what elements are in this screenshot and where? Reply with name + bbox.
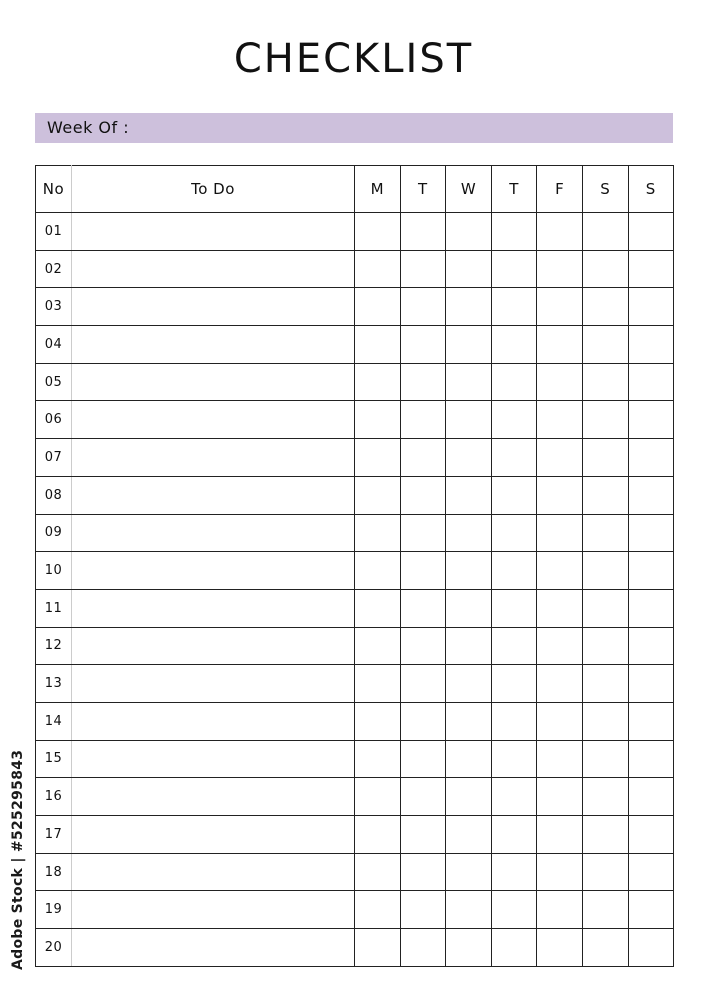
- check-cell-thu[interactable]: [491, 363, 537, 401]
- check-cell-thu[interactable]: [491, 702, 537, 740]
- check-cell-tue[interactable]: [400, 514, 446, 552]
- check-cell-sun[interactable]: [628, 665, 673, 703]
- todo-cell[interactable]: [72, 853, 355, 891]
- check-cell-thu[interactable]: [491, 778, 537, 816]
- check-cell-tue[interactable]: [400, 250, 446, 288]
- check-cell-thu[interactable]: [491, 288, 537, 326]
- check-cell-wed[interactable]: [446, 288, 492, 326]
- check-cell-thu[interactable]: [491, 853, 537, 891]
- todo-cell[interactable]: [72, 363, 355, 401]
- header-no: No: [36, 166, 72, 213]
- check-cell-fri[interactable]: [537, 740, 583, 778]
- check-cell-sat[interactable]: [582, 891, 628, 929]
- header-day-tue: T: [400, 166, 446, 213]
- check-cell-thu[interactable]: [491, 552, 537, 590]
- check-cell-mon[interactable]: [355, 816, 401, 854]
- check-cell-tue[interactable]: [400, 401, 446, 439]
- check-cell-sun[interactable]: [628, 514, 673, 552]
- check-cell-sat[interactable]: [582, 589, 628, 627]
- todo-cell[interactable]: [72, 401, 355, 439]
- table-row: [36, 401, 674, 439]
- check-cell-sat[interactable]: [582, 288, 628, 326]
- check-cell-mon[interactable]: [355, 250, 401, 288]
- check-cell-mon[interactable]: [355, 439, 401, 477]
- check-cell-sun[interactable]: [628, 929, 673, 967]
- row-number: 19: [36, 891, 72, 929]
- check-cell-sat[interactable]: [582, 853, 628, 891]
- row-number: 08: [36, 476, 72, 514]
- row-number: 02: [36, 250, 72, 288]
- check-cell-wed[interactable]: [446, 702, 492, 740]
- check-cell-thu[interactable]: [491, 929, 537, 967]
- row-number: 17: [36, 816, 72, 854]
- table-row: [36, 589, 674, 627]
- check-cell-mon[interactable]: [355, 552, 401, 590]
- check-cell-mon[interactable]: [355, 363, 401, 401]
- check-cell-wed[interactable]: [446, 740, 492, 778]
- header-day-thu: T: [491, 166, 537, 213]
- table-row: [36, 552, 674, 590]
- check-cell-sun[interactable]: [628, 401, 673, 439]
- check-cell-thu[interactable]: [491, 213, 537, 251]
- table-row: [36, 363, 674, 401]
- check-cell-tue[interactable]: [400, 891, 446, 929]
- table-row: [36, 853, 674, 891]
- check-cell-sun[interactable]: [628, 250, 673, 288]
- check-cell-tue[interactable]: [400, 288, 446, 326]
- check-cell-mon[interactable]: [355, 702, 401, 740]
- check-cell-tue[interactable]: [400, 665, 446, 703]
- check-cell-tue[interactable]: [400, 326, 446, 364]
- check-cell-fri[interactable]: [537, 326, 583, 364]
- check-cell-mon[interactable]: [355, 213, 401, 251]
- check-cell-thu[interactable]: [491, 514, 537, 552]
- check-cell-sat[interactable]: [582, 627, 628, 665]
- table-row: [36, 778, 674, 816]
- check-cell-wed[interactable]: [446, 552, 492, 590]
- row-number: 12: [36, 627, 72, 665]
- check-cell-sun[interactable]: [628, 363, 673, 401]
- check-cell-thu[interactable]: [491, 476, 537, 514]
- row-number: 09: [36, 514, 72, 552]
- check-cell-sat[interactable]: [582, 665, 628, 703]
- table-row: [36, 439, 674, 477]
- check-cell-mon[interactable]: [355, 665, 401, 703]
- check-cell-wed[interactable]: [446, 439, 492, 477]
- row-number: 18: [36, 853, 72, 891]
- checklist-table: [35, 165, 674, 967]
- check-cell-tue[interactable]: [400, 476, 446, 514]
- table-row: [36, 929, 674, 967]
- check-cell-wed[interactable]: [446, 589, 492, 627]
- check-cell-wed[interactable]: [446, 250, 492, 288]
- check-cell-sun[interactable]: [628, 891, 673, 929]
- check-cell-fri[interactable]: [537, 853, 583, 891]
- todo-cell[interactable]: [72, 665, 355, 703]
- check-cell-thu[interactable]: [491, 250, 537, 288]
- table-row: [36, 702, 674, 740]
- check-cell-fri[interactable]: [537, 401, 583, 439]
- check-cell-mon[interactable]: [355, 778, 401, 816]
- todo-cell[interactable]: [72, 589, 355, 627]
- check-cell-fri[interactable]: [537, 589, 583, 627]
- check-cell-sat[interactable]: [582, 476, 628, 514]
- check-cell-mon[interactable]: [355, 740, 401, 778]
- check-cell-fri[interactable]: [537, 891, 583, 929]
- header-day-sat: S: [582, 166, 628, 213]
- todo-cell[interactable]: [72, 702, 355, 740]
- table-row: [36, 288, 674, 326]
- todo-cell[interactable]: [72, 778, 355, 816]
- row-number: 04: [36, 326, 72, 364]
- check-cell-mon[interactable]: [355, 288, 401, 326]
- table-row: [36, 891, 674, 929]
- todo-cell[interactable]: [72, 891, 355, 929]
- row-number: 05: [36, 363, 72, 401]
- check-cell-wed[interactable]: [446, 778, 492, 816]
- check-cell-sat[interactable]: [582, 740, 628, 778]
- check-cell-fri[interactable]: [537, 213, 583, 251]
- todo-cell[interactable]: [72, 552, 355, 590]
- check-cell-mon[interactable]: [355, 929, 401, 967]
- check-cell-fri[interactable]: [537, 778, 583, 816]
- table-row: [36, 514, 674, 552]
- check-cell-thu[interactable]: [491, 816, 537, 854]
- check-cell-wed[interactable]: [446, 665, 492, 703]
- check-cell-tue[interactable]: [400, 740, 446, 778]
- check-cell-sun[interactable]: [628, 213, 673, 251]
- check-cell-tue[interactable]: [400, 363, 446, 401]
- check-cell-thu[interactable]: [491, 439, 537, 477]
- check-cell-wed[interactable]: [446, 363, 492, 401]
- check-cell-sun[interactable]: [628, 589, 673, 627]
- check-cell-sat[interactable]: [582, 250, 628, 288]
- check-cell-sat[interactable]: [582, 778, 628, 816]
- check-cell-sun[interactable]: [628, 627, 673, 665]
- check-cell-fri[interactable]: [537, 929, 583, 967]
- check-cell-tue[interactable]: [400, 816, 446, 854]
- row-number: 15: [36, 740, 72, 778]
- todo-cell[interactable]: [72, 439, 355, 477]
- header-todo: To Do: [72, 166, 355, 213]
- check-cell-sun[interactable]: [628, 740, 673, 778]
- check-cell-fri[interactable]: [537, 627, 583, 665]
- check-cell-wed[interactable]: [446, 891, 492, 929]
- page-title: CHECKLIST: [233, 36, 474, 82]
- row-number: 20: [36, 929, 72, 967]
- check-cell-sun[interactable]: [628, 816, 673, 854]
- check-cell-wed[interactable]: [446, 627, 492, 665]
- check-cell-mon[interactable]: [355, 891, 401, 929]
- check-cell-mon[interactable]: [355, 476, 401, 514]
- todo-cell[interactable]: [72, 250, 355, 288]
- check-cell-tue[interactable]: [400, 853, 446, 891]
- check-cell-sat[interactable]: [582, 514, 628, 552]
- check-cell-sat[interactable]: [582, 552, 628, 590]
- check-cell-sat[interactable]: [582, 363, 628, 401]
- check-cell-fri[interactable]: [537, 476, 583, 514]
- check-cell-sun[interactable]: [628, 439, 673, 477]
- stock-id-watermark: Adobe Stock | #525295843: [10, 749, 26, 970]
- check-cell-fri[interactable]: [537, 816, 583, 854]
- row-number: 10: [36, 552, 72, 590]
- check-cell-thu[interactable]: [491, 665, 537, 703]
- check-cell-fri[interactable]: [537, 702, 583, 740]
- todo-cell[interactable]: [72, 213, 355, 251]
- todo-cell[interactable]: [72, 929, 355, 967]
- row-number: 16: [36, 778, 72, 816]
- check-cell-fri[interactable]: [537, 552, 583, 590]
- table-row: [36, 665, 674, 703]
- todo-cell[interactable]: [72, 326, 355, 364]
- todo-cell[interactable]: [72, 816, 355, 854]
- check-cell-wed[interactable]: [446, 853, 492, 891]
- header-day-mon: M: [355, 166, 401, 213]
- check-cell-mon[interactable]: [355, 853, 401, 891]
- todo-cell[interactable]: [72, 627, 355, 665]
- row-number: 03: [36, 288, 72, 326]
- header-day-sun: S: [628, 166, 673, 213]
- check-cell-thu[interactable]: [491, 627, 537, 665]
- check-cell-tue[interactable]: [400, 552, 446, 590]
- check-cell-thu[interactable]: [491, 891, 537, 929]
- todo-cell[interactable]: [72, 288, 355, 326]
- check-cell-mon[interactable]: [355, 514, 401, 552]
- check-cell-fri[interactable]: [537, 250, 583, 288]
- header-day-fri: F: [537, 166, 583, 213]
- check-cell-tue[interactable]: [400, 439, 446, 477]
- check-cell-wed[interactable]: [446, 326, 492, 364]
- check-cell-wed[interactable]: [446, 929, 492, 967]
- check-cell-sun[interactable]: [628, 288, 673, 326]
- check-cell-thu[interactable]: [491, 740, 537, 778]
- check-cell-fri[interactable]: [537, 363, 583, 401]
- check-cell-sat[interactable]: [582, 439, 628, 477]
- check-cell-fri[interactable]: [537, 665, 583, 703]
- table-row: [36, 627, 674, 665]
- check-cell-tue[interactable]: [400, 627, 446, 665]
- check-cell-sat[interactable]: [582, 929, 628, 967]
- table-row: [36, 740, 674, 778]
- check-cell-wed[interactable]: [446, 816, 492, 854]
- check-cell-wed[interactable]: [446, 514, 492, 552]
- check-cell-fri[interactable]: [537, 439, 583, 477]
- check-cell-mon[interactable]: [355, 589, 401, 627]
- table-row: [36, 250, 674, 288]
- todo-cell[interactable]: [72, 514, 355, 552]
- check-cell-mon[interactable]: [355, 401, 401, 439]
- check-cell-sun[interactable]: [628, 476, 673, 514]
- table-row: [36, 816, 674, 854]
- header-day-wed: W: [446, 166, 492, 213]
- check-cell-thu[interactable]: [491, 326, 537, 364]
- week-of-label: Week Of :: [47, 118, 130, 137]
- check-cell-sun[interactable]: [628, 853, 673, 891]
- check-cell-thu[interactable]: [491, 401, 537, 439]
- check-cell-sun[interactable]: [628, 702, 673, 740]
- check-cell-sun[interactable]: [628, 326, 673, 364]
- table-row: [36, 476, 674, 514]
- check-cell-tue[interactable]: [400, 702, 446, 740]
- check-cell-sat[interactable]: [582, 213, 628, 251]
- check-cell-sat[interactable]: [582, 401, 628, 439]
- check-cell-wed[interactable]: [446, 213, 492, 251]
- check-cell-sat[interactable]: [582, 702, 628, 740]
- check-cell-sun[interactable]: [628, 552, 673, 590]
- check-cell-sat[interactable]: [582, 326, 628, 364]
- check-cell-fri[interactable]: [537, 288, 583, 326]
- row-number: 14: [36, 702, 72, 740]
- check-cell-sun[interactable]: [628, 778, 673, 816]
- week-of-bar[interactable]: [35, 113, 673, 143]
- row-number: 11: [36, 589, 72, 627]
- row-number: 06: [36, 401, 72, 439]
- check-cell-wed[interactable]: [446, 401, 492, 439]
- table-row: [36, 326, 674, 364]
- row-number: 07: [36, 439, 72, 477]
- todo-cell[interactable]: [72, 476, 355, 514]
- check-cell-mon[interactable]: [355, 326, 401, 364]
- check-cell-mon[interactable]: [355, 627, 401, 665]
- check-cell-wed[interactable]: [446, 476, 492, 514]
- check-cell-sat[interactable]: [582, 816, 628, 854]
- check-cell-thu[interactable]: [491, 589, 537, 627]
- check-cell-tue[interactable]: [400, 929, 446, 967]
- check-cell-tue[interactable]: [400, 213, 446, 251]
- check-cell-tue[interactable]: [400, 778, 446, 816]
- table-row: [36, 213, 674, 251]
- check-cell-fri[interactable]: [537, 514, 583, 552]
- todo-cell[interactable]: [72, 740, 355, 778]
- row-number: 13: [36, 665, 72, 703]
- check-cell-tue[interactable]: [400, 589, 446, 627]
- table-header-row: [36, 166, 674, 213]
- row-number: 01: [36, 213, 72, 251]
